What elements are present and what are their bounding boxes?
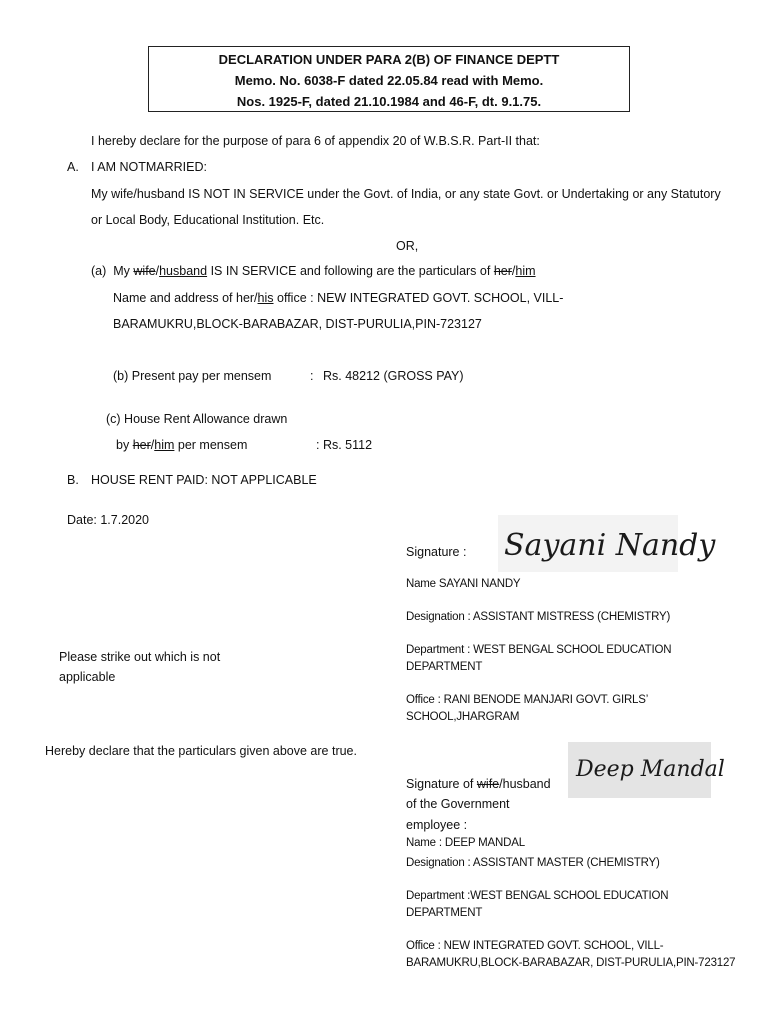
section-a-title: I AM NOTMARRIED: bbox=[91, 160, 207, 174]
item-a-slash: / bbox=[155, 264, 160, 278]
item-c-per: per mensem bbox=[177, 438, 248, 452]
spouse-signature-image bbox=[568, 742, 725, 798]
section-a-line-1: My wife/husband IS NOT IN SERVICE under the Govt. of India, or any state Govt. or Undertaking or any Statutory bbox=[91, 187, 721, 201]
spouse-sig-prefix: Signature of bbox=[406, 777, 474, 791]
spouse-name: Name : DEEP MANDAL bbox=[406, 837, 525, 849]
item-a-office-rest: office : NEW INTEGRATED GOVT. SCHOOL, VILL- bbox=[277, 291, 564, 305]
spouse-of-government: of the Government bbox=[406, 797, 510, 811]
item-a-slash-2: / bbox=[511, 264, 516, 278]
section-b-marker: B. bbox=[67, 473, 79, 487]
strike-note-line-2: applicable bbox=[59, 670, 116, 684]
item-a-her-struck: her bbox=[493, 264, 512, 278]
spouse-employee-label: employee : bbox=[406, 818, 468, 832]
spouse-office-2: BARAMUKRU,BLOCK-BARABAZAR, DIST-PURULIA,PIN-723127 bbox=[406, 957, 736, 969]
employee-office-2: SCHOOL,JHARGRAM bbox=[406, 711, 520, 723]
item-a-my: My bbox=[113, 264, 130, 278]
employee-department-1: Department : WEST BENGAL SCHOOL EDUCATION bbox=[406, 644, 672, 656]
item-a-marker: (a) bbox=[91, 264, 107, 278]
item-c-value: : Rs. 5112 bbox=[316, 438, 373, 452]
item-a-husband: husband bbox=[159, 264, 208, 278]
or-text: OR, bbox=[396, 239, 419, 253]
spouse-signature-text: Deep Mandal bbox=[576, 757, 725, 782]
strike-note-line-1: Please strike out which is not bbox=[59, 650, 221, 664]
employee-signature-image bbox=[498, 515, 716, 572]
section-a-marker: A. bbox=[67, 160, 79, 174]
spouse-wife-struck: wife bbox=[476, 777, 500, 791]
spouse-department-1: Department :WEST BENGAL SCHOOL EDUCATION bbox=[406, 890, 669, 902]
item-b-value: Rs. 48212 (GROSS PAY) bbox=[323, 369, 464, 383]
spouse-signature-label bbox=[406, 777, 551, 791]
spouse-signature-svg bbox=[568, 742, 725, 798]
item-c-her-struck: her bbox=[132, 438, 151, 452]
item-a-rest: IS IN SERVICE and following are the particulars of bbox=[210, 264, 491, 278]
date-text: Date: 1.7.2020 bbox=[67, 513, 150, 527]
header-line-2: Memo. No. 6038-F dated 22.05.84 read with Memo. bbox=[234, 73, 544, 88]
item-c-line: by her/him per mensem bbox=[116, 438, 248, 452]
employee-department-2: DEPARTMENT bbox=[406, 661, 483, 673]
item-c-him: him bbox=[154, 438, 175, 452]
employee-signature-label: Signature : bbox=[406, 545, 467, 559]
employee-signature-svg bbox=[498, 515, 716, 572]
item-b-colon: : bbox=[310, 369, 314, 383]
item-b-label: (b) Present pay per mensem bbox=[113, 369, 272, 383]
employee-name: Name SAYANI NANDY bbox=[406, 578, 521, 590]
item-a-line bbox=[91, 264, 536, 278]
item-a-office-prefix: Name and address of her/ bbox=[113, 291, 258, 305]
employee-office-1: Office : RANI BENODE MANJARI GOVT. GIRLS’ bbox=[406, 694, 649, 706]
item-c-by: by bbox=[116, 438, 130, 452]
declaration-header bbox=[148, 46, 630, 112]
header-line-1: DECLARATION UNDER PARA 2(B) OF FINANCE DEPTT bbox=[218, 52, 560, 67]
spouse-designation: Designation : ASSISTANT MASTER (CHEMISTRY) bbox=[406, 857, 660, 869]
item-a-office-line-2: BARAMUKRU,BLOCK-BARABAZAR, DIST-PURULIA,PIN-723127 bbox=[113, 317, 482, 331]
section-b-text: HOUSE RENT PAID: NOT APPLICABLE bbox=[91, 473, 317, 487]
employee-designation: Designation : ASSISTANT MISTRESS (CHEMISTRY) bbox=[406, 611, 671, 623]
section-a-line-2: or Local Body, Educational Institution. Etc. bbox=[91, 213, 325, 227]
item-a-him: him bbox=[515, 264, 536, 278]
intro-text: I hereby declare for the purpose of para 6 of appendix 20 of W.B.S.R. Part-II that: bbox=[91, 134, 540, 148]
item-a-office-line bbox=[113, 291, 563, 305]
spouse-office-1: Office : NEW INTEGRATED GOVT. SCHOOL, VILL- bbox=[406, 940, 664, 952]
spouse-husband: /husband bbox=[499, 777, 551, 791]
declare-true-text: Hereby declare that the particulars given above are true. bbox=[45, 744, 357, 758]
employee-signature-text: Sayani Nandy bbox=[504, 528, 716, 563]
item-a-his: his bbox=[257, 291, 274, 305]
item-a-wife-struck: wife bbox=[133, 264, 156, 278]
item-c-label: (c) House Rent Allowance drawn bbox=[106, 412, 288, 426]
spouse-department-2: DEPARTMENT bbox=[406, 907, 483, 919]
header-line-3: Nos. 1925-F, dated 21.10.1984 and 46-F, dt. 9.1.75. bbox=[236, 94, 542, 109]
